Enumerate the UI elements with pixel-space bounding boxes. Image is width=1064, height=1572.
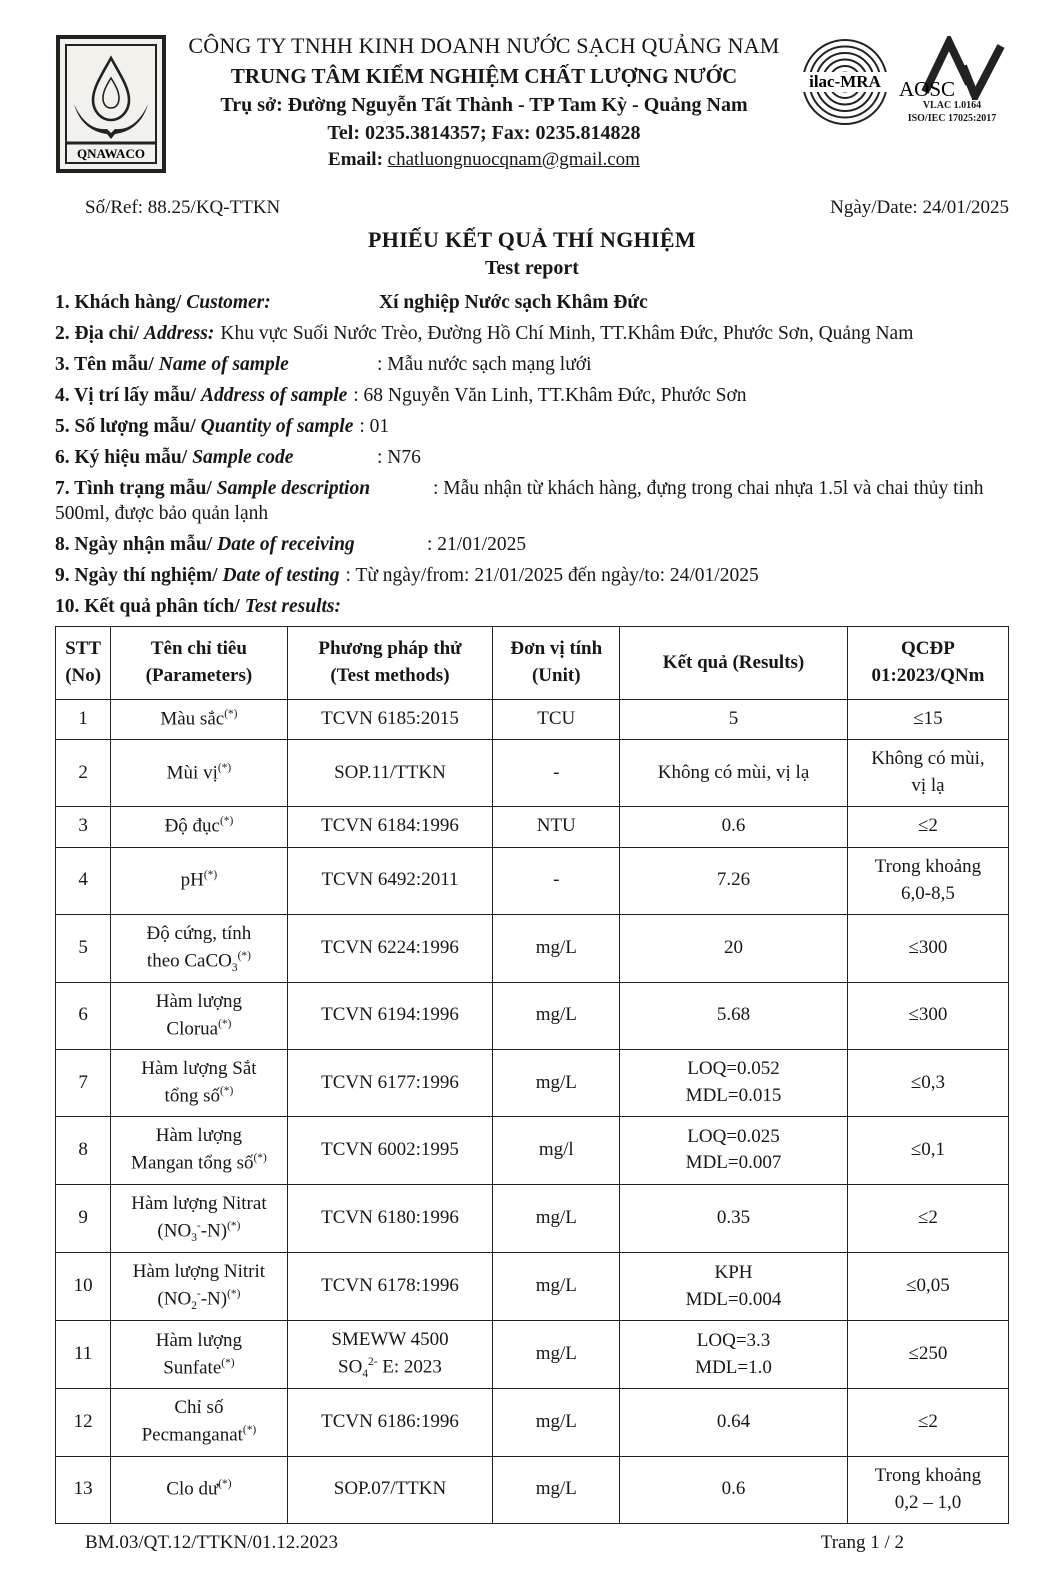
info-item-sample-location [55, 383, 1009, 409]
cell-no: 8 [56, 1117, 111, 1184]
cell-limit: ≤2 [847, 807, 1008, 847]
cell-result: LOQ=0.025 MDL=0.007 [620, 1117, 848, 1184]
cell-param: Độ đục(*) [111, 807, 287, 847]
info-label-vi: 10. Kết quả phân tích/ [55, 596, 240, 618]
info-label-en: Quantity of sample [200, 415, 354, 437]
cell-method: TCVN 6185:2015 [287, 700, 493, 740]
cell-limit: Trong khoảng 6,0-8,5 [847, 847, 1008, 914]
cell-limit: ≤250 [847, 1321, 1008, 1389]
info-label-vi: 1. Khách hàng/ [55, 292, 182, 313]
office-address: Trụ sở: Đường Nguyễn Tất Thành - TP Tam Kỳ - Quảng Nam [220, 93, 748, 116]
table-row [56, 1050, 1009, 1117]
cell-unit: mg/L [493, 914, 620, 982]
ilac-mra-logo-icon [799, 36, 891, 133]
cell-result: KPH MDL=0.004 [620, 1252, 848, 1320]
table-header-row [56, 627, 1009, 700]
cell-method: TCVN 6184:1996 [287, 807, 493, 847]
cell-method: TCVN 6492:2011 [287, 847, 493, 914]
cell-result: 7.26 [620, 847, 848, 914]
cell-result: LOQ=3.3 MDL=1.0 [620, 1321, 848, 1389]
cell-limit: ≤2 [847, 1389, 1008, 1456]
cell-param: Hàm lượng Sắt tổng số(*) [111, 1050, 287, 1117]
tel-fax: Tel: 0235.3814357; Fax: 0235.814828 [327, 121, 641, 144]
cell-limit: ≤15 [847, 700, 1008, 740]
table-row [56, 914, 1009, 982]
ref-number: Số/Ref: 88.25/KQ-TTKN [85, 197, 281, 218]
cell-result: 0.6 [620, 807, 848, 847]
cell-method: TCVN 6177:1996 [287, 1050, 493, 1117]
cell-param: Hàm lượng Mangan tổng số(*) [111, 1117, 287, 1184]
info-item-test-results-heading [55, 594, 1009, 620]
reference-line [55, 197, 1009, 219]
header-cell: Kết quả (Results) [620, 627, 848, 700]
cell-method: TCVN 6186:1996 [287, 1389, 493, 1456]
cell-no: 5 [56, 914, 111, 982]
letterhead [55, 30, 1009, 179]
info-label-en: Address: [143, 322, 215, 344]
company-name: CÔNG TY TNHH KINH DOANH NƯỚC SẠCH QUẢNG NAM [188, 33, 780, 58]
cell-limit: ≤0,3 [847, 1050, 1008, 1117]
header-cell: Đơn vị tính (Unit) [493, 627, 620, 700]
cell-method: TCVN 6180:1996 [287, 1184, 493, 1252]
cell-no: 6 [56, 982, 111, 1049]
info-label-en: Customer: [186, 292, 271, 313]
cell-param: Clo dư(*) [111, 1456, 287, 1523]
cell-method: TCVN 6178:1996 [287, 1252, 493, 1320]
address-value: Khu vực Suối Nước Trèo, Đường Hồ Chí Minh, TT.Khâm Đức, Phước Sơn, Quảng Nam [220, 322, 914, 344]
cell-no: 4 [56, 847, 111, 914]
info-item-customer [55, 290, 1009, 316]
cell-unit: - [493, 847, 620, 914]
cell-unit: mg/L [493, 1252, 620, 1320]
table-row [56, 1456, 1009, 1523]
header-cell: Tên chỉ tiêu (Parameters) [111, 627, 287, 700]
info-label-vi: 7. Tình trạng mẫu/ [55, 477, 212, 499]
info-label-vi: 2. Địa chỉ/ [55, 322, 139, 344]
info-label-vi: 9. Ngày thí nghiệm/ [55, 565, 218, 587]
cell-param: Màu sắc(*) [111, 700, 287, 740]
aosc-text: AOSC [899, 77, 956, 100]
header-cell: Phương pháp thử (Test methods) [287, 627, 493, 700]
cell-param: Độ cứng, tính theo CaCO$_3$(*) [111, 914, 287, 982]
info-label-vi: 5. Số lượng mẫu/ [55, 415, 196, 437]
cell-unit: mg/L [493, 1050, 620, 1117]
cell-no: 9 [56, 1184, 111, 1252]
sample-quantity-value: : 01 [359, 415, 390, 437]
cell-unit: mg/L [493, 1184, 620, 1252]
form-code: BM.03/QT.12/TTKN/01.12.2023 [85, 1531, 338, 1553]
info-label-vi: 4. Vị trí lấy mẫu/ [55, 384, 197, 406]
customer-value: Xí nghiệp Nước sạch Khâm Đức [379, 292, 648, 313]
cell-no: 12 [56, 1389, 111, 1456]
info-label-en: Name of sample [158, 353, 289, 375]
ilac-mra-text: ilac-MRA [809, 72, 881, 91]
cell-limit: ≤2 [847, 1184, 1008, 1252]
cell-no: 1 [56, 700, 111, 740]
cell-no: 10 [56, 1252, 111, 1320]
aosc-iso-standard: ISO/IEC 17025:2017 [907, 112, 997, 124]
document-footer [55, 1532, 1009, 1554]
cell-unit: - [493, 740, 620, 807]
info-label-en: Date of testing [222, 565, 340, 587]
cell-no: 11 [56, 1321, 111, 1389]
qnawaco-logo-icon [55, 30, 173, 179]
cell-method: TCVN 6224:1996 [287, 914, 493, 982]
cell-limit: Không có mùi, vị lạ [847, 740, 1008, 807]
cell-method: SOP.07/TTKN [287, 1456, 493, 1523]
email-line [173, 148, 795, 173]
cell-param: Chỉ số Pecmanganat(*) [111, 1389, 287, 1456]
table-row [56, 982, 1009, 1049]
cell-unit: mg/l [493, 1117, 620, 1184]
sample-info-section [55, 290, 1009, 620]
cell-limit: Trong khoảng 0,2 – 1,0 [847, 1456, 1008, 1523]
info-label-en: Sample code [192, 446, 294, 468]
results-table [55, 626, 1009, 1524]
cell-param: pH(*) [111, 847, 287, 914]
cell-no: 13 [56, 1456, 111, 1523]
cell-no: 7 [56, 1050, 111, 1117]
info-item-date-testing [55, 563, 1009, 589]
cell-param: Hàm lượng Nitrit $(NO_2^--N)^{(*)}$ [111, 1252, 287, 1320]
cell-unit: mg/L [493, 982, 620, 1049]
header-cell: STT (No) [56, 627, 111, 700]
center-name: TRUNG TÂM KIỂM NGHIỆM CHẤT LƯỢNG NƯỚC [230, 63, 738, 88]
cell-method: SOP.11/TTKN [287, 740, 493, 807]
sample-name-value: : Mẫu nước sạch mạng lưới [377, 353, 592, 375]
cell-result: Không có mùi, vị lạ [620, 740, 848, 807]
sample-code-value: : N76 [377, 446, 421, 468]
aosc-logo-icon [897, 36, 1007, 125]
cell-no: 2 [56, 740, 111, 807]
email-address: chatluongnuocqnam@gmail.com [387, 148, 640, 170]
info-label-vi: 6. Ký hiệu mẫu/ [55, 446, 188, 468]
table-row [56, 847, 1009, 914]
email-label: Email: [328, 148, 383, 170]
info-item-sample-quantity [55, 414, 1009, 440]
sample-description-value: : Mẫu nhận từ khách hàng, đựng trong chai nhựa 1.5l và chai thủy tinh 500ml, được bảo quản lạnh [55, 477, 984, 525]
qnawaco-logo-text: QNAWACO [77, 146, 145, 161]
cell-result: 0.6 [620, 1456, 848, 1523]
cell-result: 5.68 [620, 982, 848, 1049]
header-cell: QCĐP 01:2023/QNm [847, 627, 1008, 700]
info-label-en: Sample description [216, 477, 371, 499]
cell-method: TCVN 6194:1996 [287, 982, 493, 1049]
table-row [56, 1321, 1009, 1389]
document-title-vi: PHIẾU KẾT QUẢ THÍ NGHIỆM [368, 227, 696, 252]
cell-limit: ≤300 [847, 982, 1008, 1049]
cell-no: 3 [56, 807, 111, 847]
info-label-en: Test results: [244, 596, 342, 618]
info-item-sample-name [55, 352, 1009, 378]
info-item-sample-code [55, 445, 1009, 471]
cell-limit: ≤0,05 [847, 1252, 1008, 1320]
table-row [56, 1117, 1009, 1184]
sample-location-value: : 68 Nguyễn Văn Linh, TT.Khâm Đức, Phước Sơn [353, 384, 747, 406]
info-item-sample-description [55, 476, 1009, 528]
info-item-address [55, 321, 1009, 347]
accreditation-logos [799, 30, 1009, 133]
organization-block [173, 30, 799, 173]
cell-param: Hàm lượng Sunfate(*) [111, 1321, 287, 1389]
cell-result: LOQ=0.052 MDL=0.015 [620, 1050, 848, 1117]
aosc-vlac-code: VLAC 1.0164 [922, 100, 982, 111]
cell-unit: TCU [493, 700, 620, 740]
cell-param: Hàm lượng Clorua(*) [111, 982, 287, 1049]
info-label-en: Address of sample [201, 384, 348, 406]
page-number: Trang 1 / 2 [820, 1531, 904, 1553]
table-row [56, 807, 1009, 847]
table-row [56, 1389, 1009, 1456]
info-label-en: Date of receiving [217, 534, 355, 556]
cell-result: 0.35 [620, 1184, 848, 1252]
info-label-vi: 8. Ngày nhận mẫu/ [55, 534, 213, 556]
table-row [56, 740, 1009, 807]
cell-unit: NTU [493, 807, 620, 847]
cell-param: Hàm lượng Nitrat $(NO_3^--N)^{(*)}$ [111, 1184, 287, 1252]
date-testing-value: : Từ ngày/from: 21/01/2025 đến ngày/to: 24/01/2025 [345, 565, 759, 587]
cell-limit: ≤0,1 [847, 1117, 1008, 1184]
report-date: Ngày/Date: 24/01/2025 [830, 197, 1009, 218]
document-title-en: Test report [485, 257, 579, 279]
info-item-date-receiving [55, 532, 1009, 558]
cell-unit: mg/L [493, 1456, 620, 1523]
info-label-vi: 3. Tên mẫu/ [55, 353, 154, 375]
cell-param: Mùi vị(*) [111, 740, 287, 807]
cell-limit: ≤300 [847, 914, 1008, 982]
table-row [56, 1184, 1009, 1252]
cell-unit: mg/L [493, 1389, 620, 1456]
cell-result: 20 [620, 914, 848, 982]
cell-result: 0.64 [620, 1389, 848, 1456]
table-row [56, 700, 1009, 740]
date-receiving-value: : 21/01/2025 [427, 534, 527, 556]
table-row [56, 1252, 1009, 1320]
cell-method: TCVN 6002:1995 [287, 1117, 493, 1184]
cell-result: 5 [620, 700, 848, 740]
cell-method: SMEWW 4500 $SO_4^{2-}$ E: 2023 [287, 1321, 493, 1389]
cell-unit: mg/L [493, 1321, 620, 1389]
